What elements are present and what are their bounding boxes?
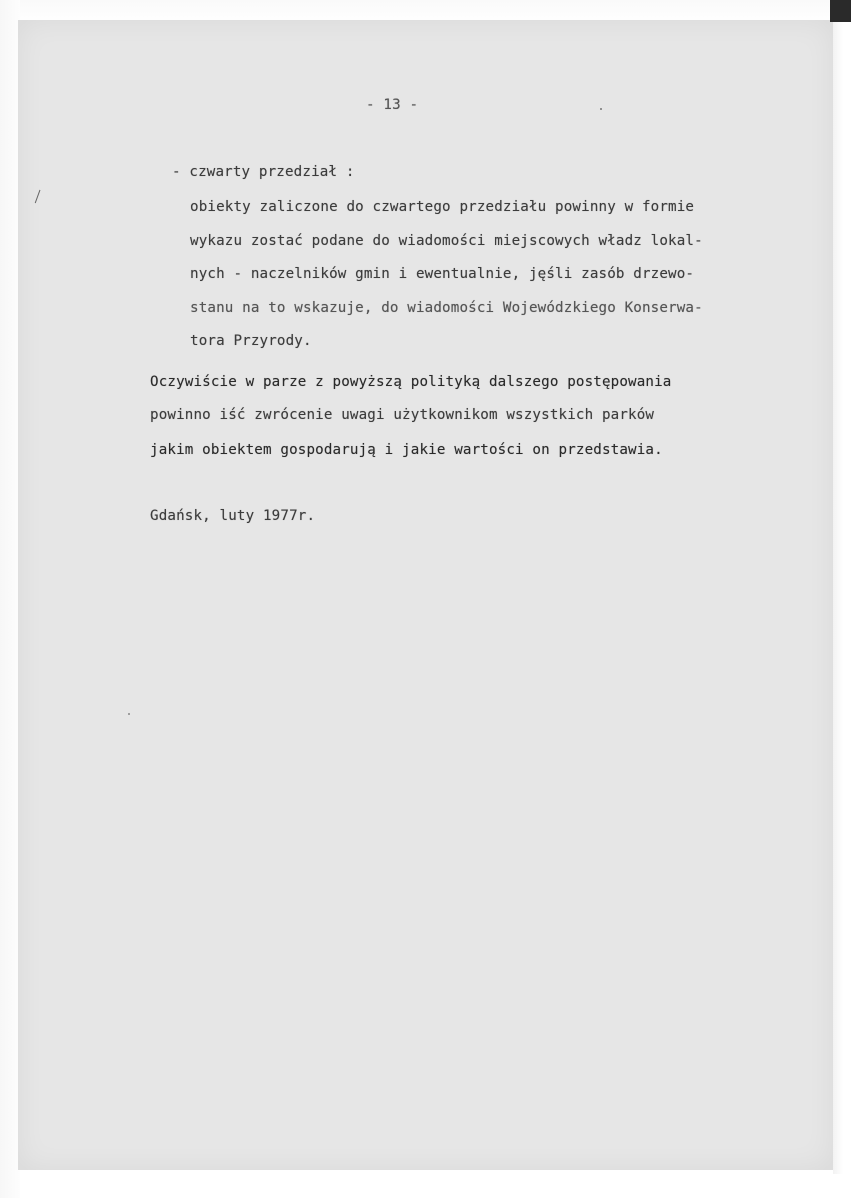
section-line: obiekty zaliczone do czwartego przedziału powinny w formie	[190, 199, 695, 215]
section-line: wykazu zostać podane do wiadomości miejscowych władz lokal-	[190, 233, 703, 249]
section-heading: - czwarty przedział :	[172, 164, 355, 180]
paragraph-line: Oczywiście w parze z powyższą polityką dalszego postępowania	[150, 374, 672, 390]
section-line: stanu na to wskazuje, do wiadomości Wojewódzkiego Konserwa-	[190, 300, 703, 316]
speck-mark	[600, 108, 602, 110]
section-line: tora Przyrody.	[190, 333, 312, 349]
speck-mark	[128, 713, 130, 715]
page-number: - 13 -	[366, 97, 419, 113]
paragraph-line: powinno iść zwrócenie uwagi użytkownikom wszystkich parków	[150, 407, 655, 423]
section-line: nych - naczelników gmin i ewentualnie, jęśli zasób drzewo-	[190, 266, 695, 282]
paragraph-line: jakim obiektem gospodarują i jakie wartości on przedstawia.	[150, 442, 663, 458]
scan-left-edge	[0, 0, 20, 1198]
place-date: Gdańsk, luty 1977r.	[150, 508, 316, 524]
corner-binder-mark	[830, 0, 851, 22]
paper-sheet	[18, 20, 833, 1170]
scan-right-edge	[833, 14, 843, 1174]
